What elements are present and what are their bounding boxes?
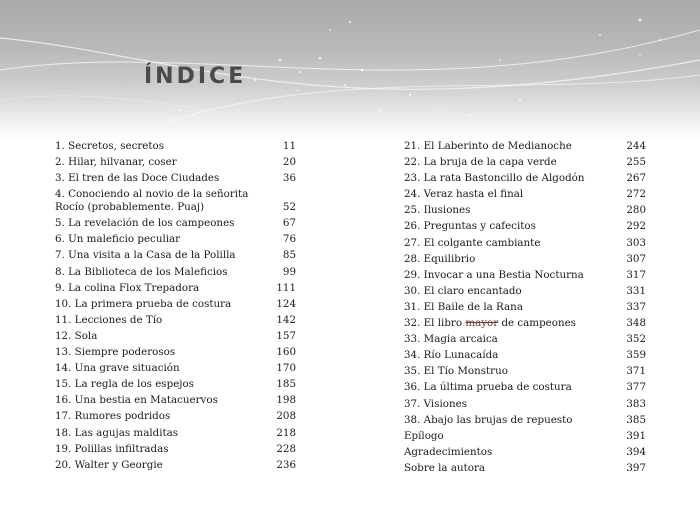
toc-row [55, 140, 296, 156]
toc-page: 394 [626, 445, 646, 458]
toc-page: 157 [276, 329, 296, 342]
toc-row [404, 188, 646, 204]
toc-row [404, 414, 646, 430]
toc-page: 317 [626, 268, 646, 281]
toc-row [55, 394, 296, 410]
toc-page: 11 [282, 140, 296, 152]
toc-page: 124 [276, 297, 296, 310]
toc-title: Agradecimientos [404, 445, 493, 458]
toc-row [404, 172, 646, 188]
toc-row [55, 410, 296, 426]
toc-page: 303 [626, 236, 646, 249]
toc-title: 23. La rata Bastoncillo de Algodón [404, 172, 585, 185]
toc-title: 14. Una grave situación [55, 362, 180, 375]
toc-row [55, 314, 296, 330]
toc-page: 76 [282, 233, 296, 246]
toc-page: 244 [626, 140, 646, 152]
toc-page: 292 [626, 220, 646, 233]
toc-row [55, 459, 296, 475]
toc-page: 208 [276, 410, 296, 423]
toc-row [55, 188, 296, 217]
toc-row [404, 365, 646, 381]
toc-page: 397 [626, 461, 646, 474]
toc-page: 142 [276, 313, 296, 326]
toc-page: 218 [276, 426, 296, 439]
toc-row [404, 204, 646, 220]
toc-row [55, 443, 296, 459]
toc-page: 348 [626, 317, 646, 330]
toc-row [55, 266, 296, 282]
toc-title: 17. Rumores podridos [55, 410, 171, 423]
toc-row [404, 237, 646, 253]
toc-title-end: de campeones [501, 317, 576, 330]
toc-title: 19. Polillas infiltradas [55, 442, 169, 455]
toc-title: 6. Un maleficio peculiar [55, 233, 181, 246]
toc-row [55, 378, 296, 394]
toc-title: 37. Visiones [404, 397, 467, 410]
toc-title: 16. Una bestia en Matacuervos [55, 394, 218, 407]
toc-title: 24. Veraz hasta el final [404, 188, 524, 201]
toc-title: 27. El colgante cambiante [404, 236, 541, 249]
toc-page: 236 [276, 458, 296, 471]
page-title: ÍNDICE [144, 64, 247, 89]
toc-page: 111 [276, 281, 296, 294]
toc-title: 1. Secretos, secretos [55, 140, 164, 152]
toc-row [55, 156, 296, 172]
toc-title [404, 317, 626, 330]
toc-title: 10. La primera prueba de costura [55, 297, 232, 310]
toc-title: 33. Magia arcaica [404, 333, 498, 346]
toc-title: 12. Sola [55, 329, 98, 342]
toc-page: 185 [276, 378, 296, 391]
toc-row [404, 317, 646, 333]
header-decoration [0, 0, 700, 140]
toc-row [55, 249, 296, 265]
toc-page: 371 [626, 365, 646, 378]
toc-row [55, 362, 296, 378]
toc-page: 85 [282, 249, 296, 262]
toc-title: 4. Conociendo al novio de la señorita Rocío (probablemente. Puaj) [55, 188, 249, 214]
toc-row [55, 427, 296, 443]
toc-row [404, 156, 646, 172]
toc-title: 3. El tren de las Doce Ciudades [55, 172, 220, 185]
toc-title: 11. Lecciones de Tío [55, 313, 163, 326]
header-banner [0, 0, 700, 140]
toc-title: 7. Una visita a la Casa de la Polilla [55, 249, 236, 262]
toc-row [404, 446, 646, 462]
toc-row [55, 217, 296, 233]
toc-row [404, 253, 646, 269]
toc-title: 25. Ilusiones [404, 204, 471, 217]
toc-page: 170 [276, 362, 296, 375]
toc-row [404, 430, 646, 446]
toc-page: 385 [626, 413, 646, 426]
toc-title: 34. Río Lunacaída [404, 349, 499, 362]
toc-title: 31. El Baile de la Rana [404, 300, 523, 313]
toc-page: 359 [626, 349, 646, 362]
toc-page: 331 [626, 284, 646, 297]
toc-page: 99 [282, 265, 296, 278]
toc-title: 22. La bruja de la capa verde [404, 156, 557, 169]
toc-row [55, 233, 296, 249]
toc-page: 67 [282, 217, 296, 230]
toc-page: 280 [626, 204, 646, 217]
toc-row [404, 140, 646, 156]
toc-title: 18. Las agujas malditas [55, 426, 179, 439]
toc-page: 391 [626, 429, 646, 442]
toc-row [404, 398, 646, 414]
toc-title: 20. Walter y Georgie [55, 458, 163, 471]
toc-title: Sobre la autora [404, 461, 486, 474]
toc-page: 377 [626, 381, 646, 394]
toc-title: 15. La regla de los espejos [55, 378, 194, 391]
toc-left-column [55, 140, 296, 475]
toc-row [404, 349, 646, 365]
toc-title: 21. El Laberinto de Medianoche [404, 140, 572, 152]
struck-word: mayor [465, 317, 499, 330]
toc-page: 352 [626, 333, 646, 346]
toc-title: 28. Equilibrio [404, 252, 476, 265]
toc-title: 38. Abajo las brujas de repuesto [404, 413, 573, 426]
toc-row [404, 220, 646, 236]
toc-title-start: 32. El libro [404, 317, 463, 330]
toc-page: 255 [626, 156, 646, 169]
toc-title: 36. La última prueba de costura [404, 381, 572, 394]
toc-row [55, 346, 296, 362]
toc-title: 29. Invocar a una Bestia Nocturna [404, 268, 584, 281]
toc-page: 160 [276, 346, 296, 359]
toc-page: 20 [282, 156, 296, 169]
toc-page: 307 [626, 252, 646, 265]
toc-title: 5. La revelación de los campeones [55, 217, 235, 230]
toc-row [55, 282, 296, 298]
toc-title: 26. Preguntas y cafecitos [404, 220, 536, 233]
toc-row [404, 381, 646, 397]
toc-page: 383 [626, 397, 646, 410]
toc-row [404, 462, 646, 478]
toc-row [55, 330, 296, 346]
toc-row [404, 301, 646, 317]
toc-row [404, 333, 646, 349]
toc-row [55, 298, 296, 314]
toc-page: 52 [282, 201, 296, 214]
toc-page: 198 [276, 394, 296, 407]
toc-title: 13. Siempre poderosos [55, 346, 176, 359]
toc-page: 267 [626, 172, 646, 185]
toc-row [404, 285, 646, 301]
toc-title: 30. El claro encantado [404, 284, 522, 297]
toc-page: 272 [626, 188, 646, 201]
toc-row [55, 172, 296, 188]
toc-title: 9. La colina Flox Trepadora [55, 281, 200, 294]
toc-title: Epílogo [404, 429, 444, 442]
toc-page: 337 [626, 300, 646, 313]
toc-title: 2. Hilar, hilvanar, coser [55, 156, 177, 169]
toc-title: 35. El Tío Monstruo [404, 365, 508, 378]
toc-title: 8. La Biblioteca de los Maleficios [55, 265, 228, 278]
toc-row [404, 269, 646, 285]
toc-page: 228 [276, 442, 296, 455]
toc-page: 36 [282, 172, 296, 185]
toc-right-column [404, 140, 646, 478]
